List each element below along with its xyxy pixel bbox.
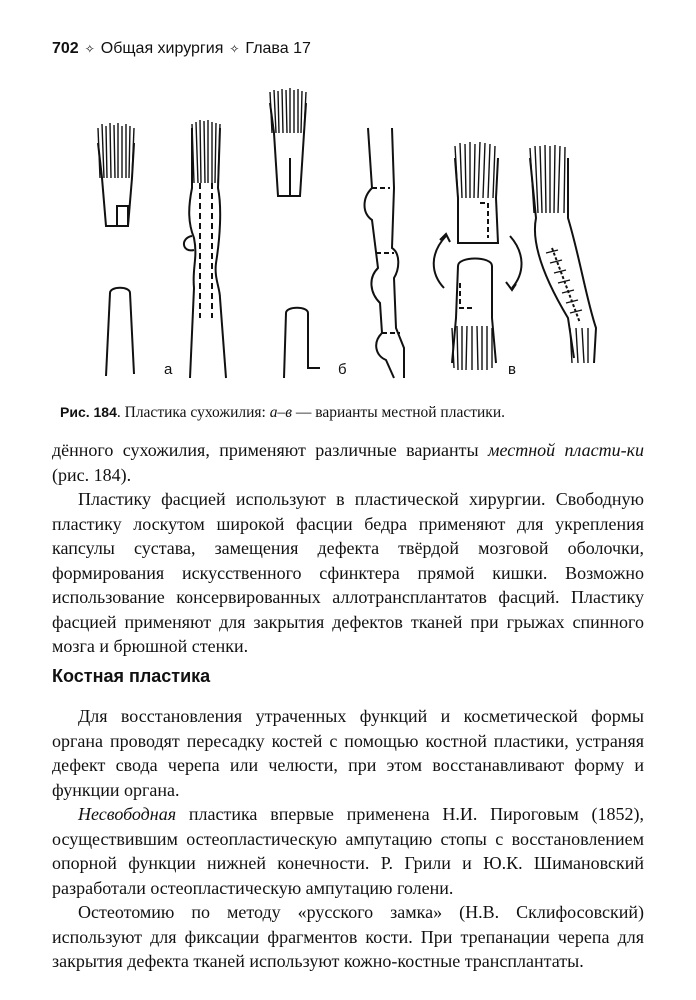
panel-b-lower-tendon — [284, 308, 320, 378]
header-separator-2: ✧ — [229, 42, 240, 56]
paragraph-pirogov — [52, 802, 644, 900]
panel-label-v: в — [508, 361, 516, 378]
panel-a-lower-tendon — [106, 288, 134, 376]
caption-label: Рис. 184 — [60, 404, 117, 420]
body-text-bottom — [52, 704, 644, 974]
panel-a-sutured — [184, 120, 226, 378]
page-number: 702 — [52, 40, 79, 57]
caption-range: а–в — [269, 404, 292, 421]
book-title: Общая хирургия — [100, 40, 224, 57]
paragraph1-italic: местной пласти-ки — [487, 440, 644, 460]
caption-text-after: — варианты местной пластики. — [291, 404, 505, 421]
panel-v-lower-tendon — [452, 259, 496, 371]
paragraph-continued — [52, 438, 644, 487]
header-separator: ✧ — [84, 42, 95, 56]
paragraph1-text-after: (рис. 184). — [52, 464, 132, 485]
section-heading: Костная пластика — [52, 666, 211, 686]
paragraph4-italic: Несвободная — [78, 804, 177, 824]
paragraph1-text: дённого сухожилия, применяют различные варианты — [52, 440, 488, 460]
paragraph-fascia: Пластику фасцией используют в пластической хирургии. Свободную пластику лоскутом широкой фасции бедра применяют для укрепления капсулы сустава, замещения дефекта твёрдой мозговой оболочки, формирования искусственного сфинктера прямой кишки. Возможно использование консервированных аллотрансплантатов фасций. Пластику фасцией применяют для закрытия дефектов тканей при грыжах спинного мозга и брюшной стенки. — [52, 489, 644, 656]
panel-v-upper-tendon — [455, 142, 498, 243]
panel-label-b: б — [338, 361, 347, 378]
panel-label-a: а — [164, 361, 173, 378]
running-header — [52, 40, 311, 58]
panel-a-upper-tendon — [98, 123, 134, 226]
tendon-plasty-figure — [60, 88, 620, 388]
panel-v-result — [530, 145, 596, 363]
panel-b-upper-tendon — [270, 88, 306, 196]
paragraph-osteotomy: Остеотомию по методу «русского замка» (Н.В. Склифосовский) используют для фиксации фрагментов кости. При трепанации черепа для закрытия дефекта тканей используют кожно-костные трансплантаты. — [52, 902, 644, 971]
panel-b-lengthened — [365, 128, 405, 378]
figure-caption — [60, 402, 650, 423]
paragraph4-text: пластика впервые применена Н.И. Пироговым (1852), осуществившим остеопластическую ампутацию стопы с восстановлением опорной функции нижней конечности. Р. Грили и Ю.К. Шимановский разработали остеопластическую ампутацию голени. — [52, 804, 644, 898]
paragraph-bone-plasty: Для восстановления утраченных функций и косметической формы органа проводят пересадку костей с помощью костной пластики, устраняя дефект свода черепа или челюсти, при этом восстанавливают форму и функции органа. — [52, 706, 644, 800]
body-text-top — [52, 438, 644, 659]
chapter-label: Глава 17 — [245, 40, 311, 57]
caption-text-before: . Пластика сухожилия: — [116, 404, 270, 421]
